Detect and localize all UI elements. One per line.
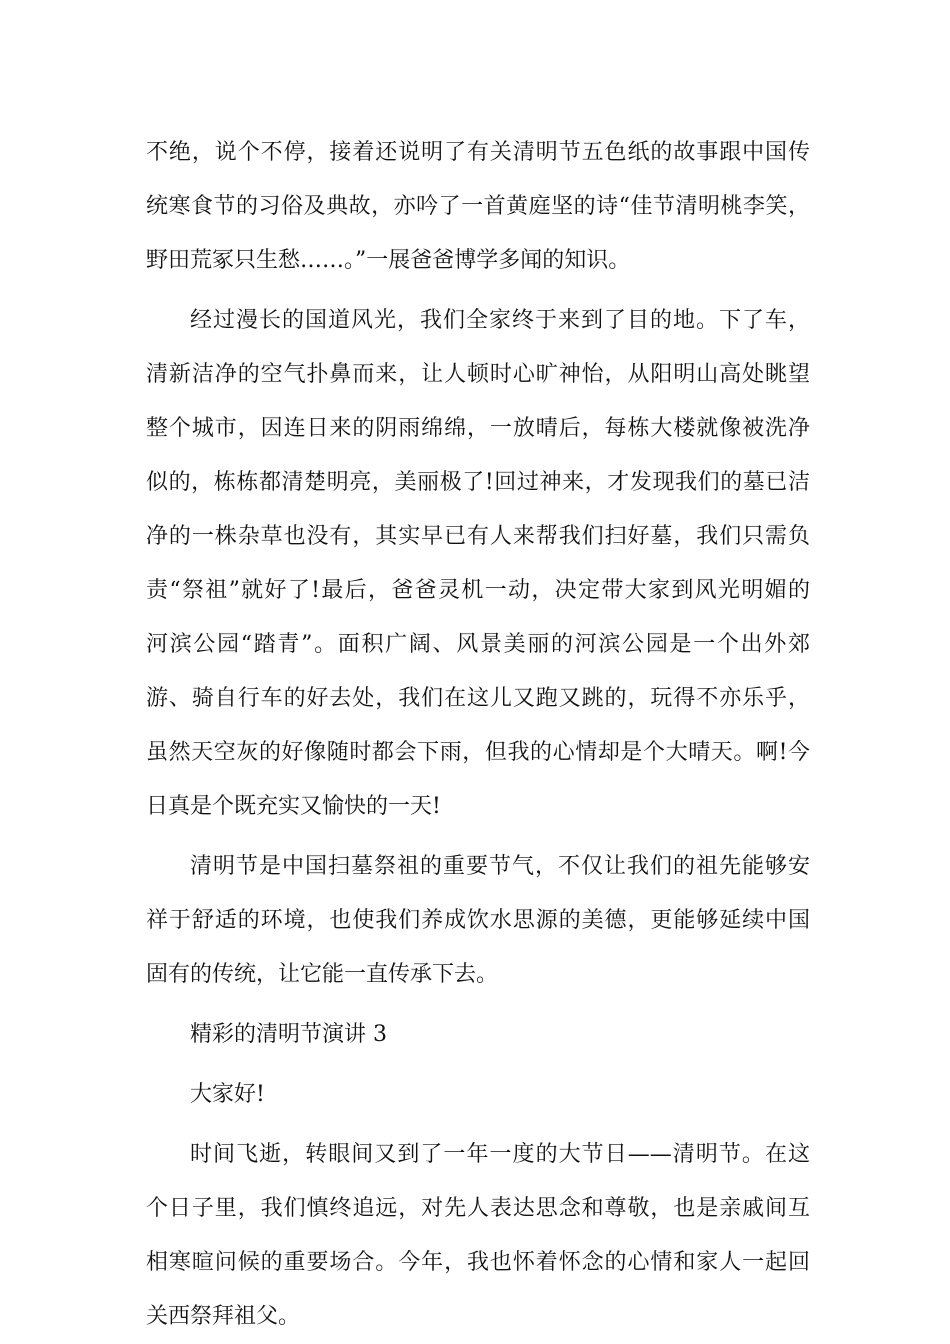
paragraph-opening-line: 时间飞逝，转眼间又到了一年一度的大节日——清明节。在这 xyxy=(190,1142,810,1167)
paragraph-arrival-line: 清新洁净的空气扑鼻而来，让人顿时心旷神怡，从阳明山高处眺望 xyxy=(146,362,810,387)
paragraph-arrival-line: 游、骑自行车的好去处，我们在这儿又跑又跳的，玩得不亦乐乎， xyxy=(146,686,810,711)
paragraph-arrival-line: 整个城市，因连日来的阴雨绵绵，一放晴后，每栋大楼就像被洗净 xyxy=(146,416,810,441)
paragraph-arrival-line: 虽然天空灰的好像随时都会下雨，但我的心情却是个大晴天。啊!今 xyxy=(146,740,810,765)
paragraph-arrival-line: 经过漫长的国道风光，我们全家终于来到了目的地。下了车， xyxy=(190,308,810,333)
paragraph-arrival-line: 日真是个既充实又愉快的一天! xyxy=(146,794,441,819)
section-heading-line: 精彩的清明节演讲 3 xyxy=(190,1022,387,1047)
paragraph-arrival-line: 河滨公园“踏青”。面积广阔、风景美丽的河滨公园是一个出外郊 xyxy=(146,632,810,657)
document-body xyxy=(146,126,810,1344)
paragraph-arrival-line: 似的，栋栋都清楚明亮，美丽极了!回过神来，才发现我们的墓已洁 xyxy=(146,470,810,495)
paragraph-opening-line: 个日子里，我们慎终追远，对先人表达思念和尊敬，也是亲戚间互 xyxy=(146,1196,810,1221)
paragraph-conclusion-line: 清明节是中国扫墓祭祖的重要节气，不仅让我们的祖先能够安 xyxy=(190,854,810,879)
paragraph-continuation-line: 统寒食节的习俗及典故，亦吟了一首黄庭坚的诗“佳节清明桃李笑， xyxy=(146,194,810,219)
paragraph-greeting-line: 大家好! xyxy=(190,1082,265,1107)
paragraph-arrival-line: 责“祭祖”就好了!最后，爸爸灵机一动，决定带大家到风光明媚的 xyxy=(146,578,810,603)
paragraph-conclusion-line: 固有的传统，让它能一直传承下去。 xyxy=(146,962,499,987)
paragraph-conclusion-line: 祥于舒适的环境，也使我们养成饮水思源的美德，更能够延续中国 xyxy=(146,908,810,933)
paragraph-arrival-line: 净的一株杂草也没有，其实早已有人来帮我们扫好墓，我们只需负 xyxy=(146,524,810,549)
paragraph-continuation-line: 野田荒冢只生愁……。”一展爸爸博学多闻的知识。 xyxy=(146,248,631,273)
paragraph-opening-line: 相寒暄问候的重要场合。今年，我也怀着怀念的心情和家人一起回 xyxy=(146,1250,810,1275)
paragraph-opening-line: 关西祭拜祖父。 xyxy=(146,1304,301,1329)
paragraph-continuation-line: 不绝，说个不停，接着还说明了有关清明节五色纸的故事跟中国传 xyxy=(146,140,810,165)
